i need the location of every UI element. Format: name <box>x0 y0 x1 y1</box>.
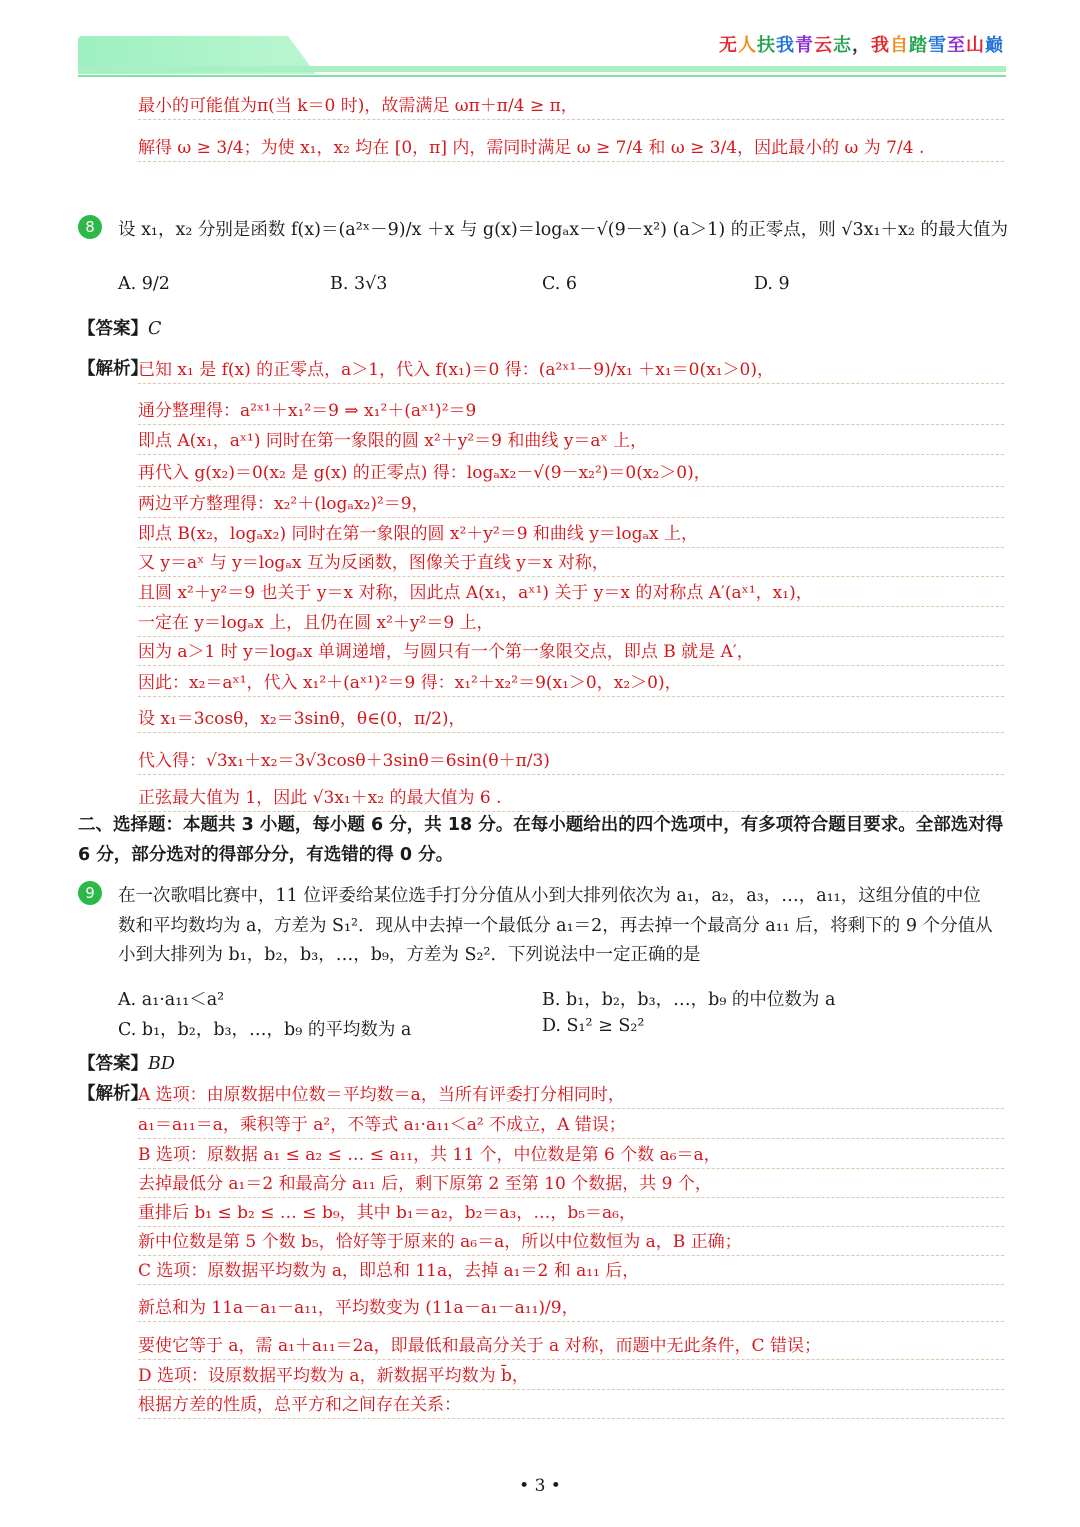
answer-label: 【答案】 <box>78 319 148 339</box>
q9-option-d: D. S₁² ≥ S₂² <box>542 1016 645 1036</box>
slogan-char: 云 <box>814 35 833 56</box>
slogan-char: 扶 <box>757 35 776 56</box>
slogan-char: 我 <box>776 35 795 56</box>
header-rule <box>78 66 1006 72</box>
q8-analysis-line-5: 两边平方整理得：x₂²＋(logₐx₂)²＝9， <box>138 489 1004 518</box>
slogan-char: 自 <box>890 35 909 56</box>
q8-analysis-line-1: 已知 x₁ 是 f(x) 的正零点，a＞1，代入 f(x₁)＝0 得：(a²ˣ¹－9)/x₁ ＋x₁＝0(x₁＞0)， <box>138 355 1004 384</box>
q9-analysis-line-4: 去掉最低分 a₁＝2 和最高分 a₁₁ 后，剩下原第 2 至第 10 个数据，共 9 个， <box>138 1169 1004 1198</box>
q9-option-c: C. b₁，b₂，b₃，…，b₉ 的平均数为 a <box>118 1020 412 1040</box>
q9-analysis-line-1: A 选项：由原数据中位数＝平均数＝a，当所有评委打分相同时， <box>138 1080 1004 1109</box>
q8-option-d: D. 9 <box>754 274 790 294</box>
q9-answer <box>78 1050 175 1075</box>
q8-analysis-line-8: 且圆 x²＋y²＝9 也关于 y＝x 对称，因此点 A(x₁，aˣ¹) 关于 y＝x 的对称点 A′(aˣ¹，x₁)， <box>138 578 1004 607</box>
q8-analysis-line-14: 正弦最大值为 1，因此 √3x₁＋x₂ 的最大值为 6 . <box>138 783 1004 812</box>
q9-analysis-line-2: a₁＝a₁₁＝a，乘积等于 a²，不等式 a₁·a₁₁＜a² 不成立，A 错误； <box>138 1110 1004 1139</box>
slogan-char: 无 <box>719 35 738 56</box>
prev-solution-line-2: 解得 ω ≥ 3/4；为使 x₁，x₂ 均在 [0，π] 内，需同时满足 ω ≥ 7/4 和 ω ≥ 3/4，因此最小的 ω 为 7/4 . <box>138 133 1004 162</box>
slogan-char: 雪 <box>928 35 947 56</box>
slogan-char: 至 <box>947 35 966 56</box>
q9-analysis-line-10: D 选项：设原数据平均数为 a，新数据平均数为 b̄， <box>138 1361 1004 1390</box>
question-number-badge: 9 <box>78 881 102 905</box>
slogan-char: 我 <box>871 35 890 56</box>
q8-option-b: B. 3√3 <box>330 274 388 294</box>
slogan-char: 青 <box>795 35 814 56</box>
q8-option-a: A. 9/2 <box>118 274 170 294</box>
slogan-char: 巅 <box>985 35 1004 56</box>
q8-analysis-line-3: 即点 A(x₁，aˣ¹) 同时在第一象限的圆 x²＋y²＝9 和曲线 y＝aˣ 上， <box>138 426 1004 455</box>
q8-stem: 设 x₁，x₂ 分别是函数 f(x)＝(a²ˣ－9)/x ＋x 与 g(x)＝logₐx－√(9－x²) (a＞1) 的正零点，则 √3x₁＋x₂ 的最大值为 <box>118 220 1008 240</box>
q8-answer <box>78 315 161 340</box>
q8-analysis-line-12: 设 x₁＝3cosθ，x₂＝3sinθ，θ∈(0，π/2)， <box>138 704 1004 733</box>
q9-stem-line-3: 小到大排列为 b₁，b₂，b₃，…，b₉，方差为 S₂²．下列说法中一定正确的是 <box>118 945 701 965</box>
page-header <box>0 0 1080 90</box>
slogan-char: 志 <box>833 35 852 56</box>
section-heading: 二、选择题：本题共 3 小题，每小题 6 分，共 18 分。在每小题给出的四个选项中，有多项符合题目要求。全部选对得 6 分，部分选对的得部分分，有选错的得 0 分。 <box>78 815 1004 865</box>
q8-analysis-line-2: 通分整理得：a²ˣ¹＋x₁²＝9 ⇒ x₁²＋(aˣ¹)²＝9 <box>138 396 1004 425</box>
q8-option-c: C. 6 <box>542 274 578 294</box>
q8-analysis-label: 【解析】 <box>78 359 148 379</box>
answer-label: 【答案】 <box>78 1054 148 1074</box>
q9-analysis-line-9: 要使它等于 a，需 a₁＋a₁₁＝2a，即最低和最高分关于 a 对称，而题中无此条件，C 错误； <box>138 1331 1004 1360</box>
q9-option-b: B. b₁，b₂，b₃，…，b₉ 的中位数为 a <box>542 990 836 1010</box>
q9-analysis-line-6: 新中位数是第 5 个数 b₅，恰好等于原来的 a₆＝a，所以中位数恒为 a，B 正确； <box>138 1227 1004 1256</box>
header-rule-thin <box>78 75 1006 77</box>
answer-value: C <box>148 319 162 339</box>
q8-analysis-line-13: 代入得：√3x₁＋x₂＝3√3cosθ＋3sinθ＝6sin(θ＋π/3) <box>138 746 1004 775</box>
prev-solution-line-1: 最小的可能值为π(当 k＝0 时)，故需满足 ωπ＋π/4 ≥ π， <box>138 91 1004 120</box>
q8-analysis-line-6: 即点 B(x₂，logₐx₂) 同时在第一象限的圆 x²＋y²＝9 和曲线 y＝logₐx 上， <box>138 519 1004 548</box>
q8-analysis-line-7: 又 y＝aˣ 与 y＝logₐx 互为反函数，图像关于直线 y＝x 对称， <box>138 548 1004 577</box>
question-number-badge: 8 <box>78 215 102 239</box>
slogan-char: 人 <box>738 35 757 56</box>
q9-analysis-line-11: 根据方差的性质，总平方和之间存在关系： <box>138 1390 1004 1419</box>
q9-stem-line-2: 数和平均数均为 a，方差为 S₁²．现从中去掉一个最低分 a₁＝2，再去掉一个最高分 a₁₁ 后，将剩下的 9 个分值从 <box>118 916 993 936</box>
slogan-char: 踏 <box>909 35 928 56</box>
slogan-char: ， <box>852 35 871 56</box>
q9-stem-line-1: 在一次歌唱比赛中，11 位评委给某位选手打分分值从小到大排列依次为 a₁，a₂，a₃，…，a₁₁，这组分值的中位 <box>118 886 981 906</box>
q8-analysis-line-11: 因此：x₂＝aˣ¹，代入 x₁²＋(aˣ¹)²＝9 得：x₁²＋x₂²＝9(x₁＞0，x₂＞0)， <box>138 668 1004 697</box>
q8-analysis-line-10: 因为 a＞1 时 y＝logₐx 单调递增，与圆只有一个第一象限交点，即点 B 就是 A′， <box>138 637 1004 666</box>
page-number: • 3 • <box>519 1476 561 1496</box>
q9-analysis-label: 【解析】 <box>78 1084 148 1104</box>
q9-option-a: A. a₁·a₁₁＜a² <box>118 990 225 1010</box>
q8-analysis-line-9: 一定在 y＝logₐx 上，且仍在圆 x²＋y²＝9 上， <box>138 608 1004 637</box>
header-slogan <box>719 31 1004 57</box>
q8-analysis-line-4: 再代入 g(x₂)＝0(x₂ 是 g(x) 的正零点) 得：logₐx₂－√(9－x₂²)＝0(x₂＞0)， <box>138 458 1004 487</box>
q9-analysis-line-8: 新总和为 11a－a₁－a₁₁，平均数变为 (11a－a₁－a₁₁)/9， <box>138 1293 1004 1322</box>
q9-analysis-line-3: B 选项：原数据 a₁ ≤ a₂ ≤ … ≤ a₁₁，共 11 个，中位数是第 6 个数 a₆＝a， <box>138 1140 1004 1169</box>
q9-analysis-line-5: 重排后 b₁ ≤ b₂ ≤ … ≤ b₉，其中 b₁＝a₂，b₂＝a₃，…，b₅＝a₆， <box>138 1198 1004 1227</box>
q9-analysis-line-7: C 选项：原数据平均数为 a，即总和 11a，去掉 a₁＝2 和 a₁₁ 后， <box>138 1256 1004 1285</box>
answer-value: BD <box>148 1054 175 1074</box>
slogan-char: 山 <box>966 35 985 56</box>
